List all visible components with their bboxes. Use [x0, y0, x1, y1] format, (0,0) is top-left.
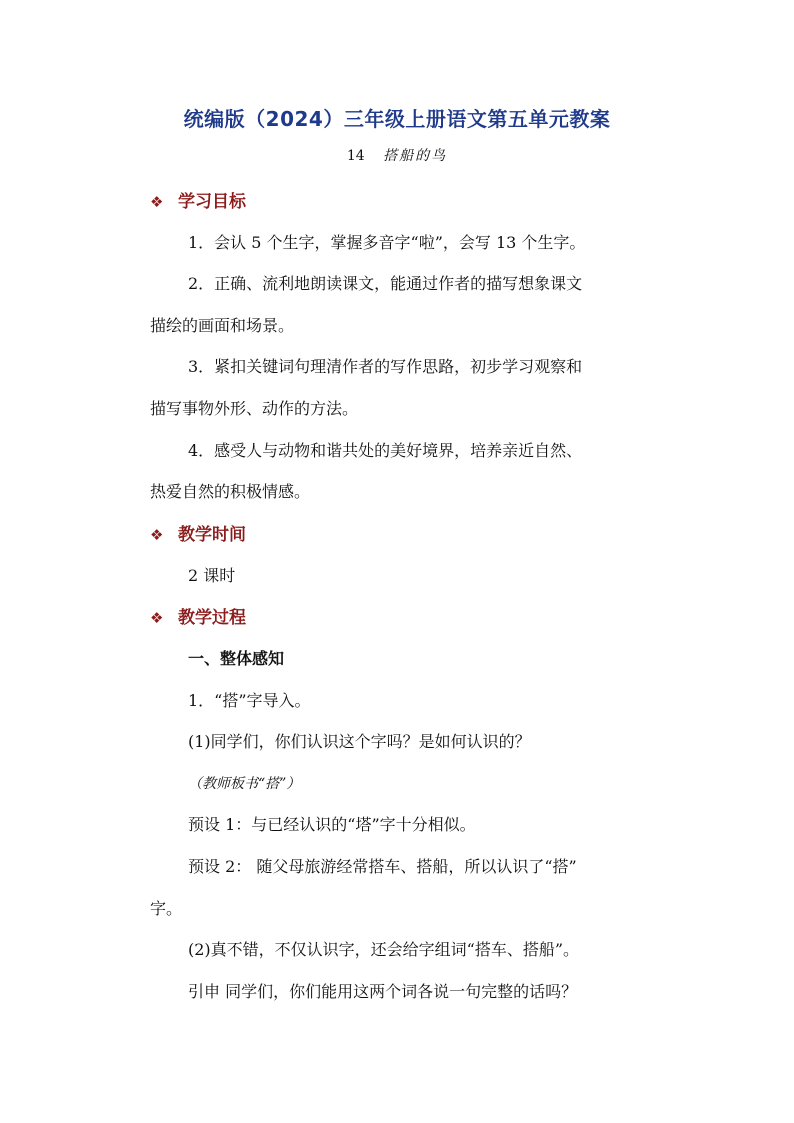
process-step-1: 1．“搭”字导入。	[188, 691, 311, 710]
process-question-2: (2)真不错，不仅认识字，还会给字组词“搭车、搭船”。	[188, 940, 580, 959]
objective-item-2-line-2: 描绘的画面和场景。	[150, 316, 295, 335]
process-part-heading: 一、整体感知	[188, 649, 285, 668]
objective-item-3-line-2: 描写事物外形、动作的方法。	[150, 399, 359, 418]
process-question-1: (1)同学们，你们认识这个字吗？是如何认识的？	[188, 732, 531, 751]
objective-item-1: 1．会认 5 个生字，掌握多音字“啦”，会写 13 个生字。	[188, 233, 586, 252]
preset-answer-2-line-2: 字。	[150, 899, 183, 918]
lesson-title	[0, 146, 794, 166]
section-heading-time	[150, 523, 246, 547]
objective-item-4-line-2: 热爱自然的积极情感。	[150, 482, 311, 501]
teaching-time-value: 2 课时	[188, 566, 236, 585]
lesson-name: 搭船的鸟	[383, 148, 448, 164]
extension-prompt: 引申 同学们，你们能用这两个词各说一句完整的话吗？	[188, 982, 578, 1001]
document-title: 统编版（2024）三年级上册语文第五单元教案	[183, 107, 611, 131]
section-heading-label: 学习目标	[178, 192, 246, 212]
objective-item-2-line-1: 2．正确、流利地朗读课文，能通过作者的描写想象课文	[188, 274, 583, 293]
preset-answer-2-line-1: 预设 2： 随父母旅游经常搭车、搭船，所以认识了“搭”	[188, 857, 577, 876]
diamond-bullet-icon: ❖	[150, 609, 164, 627]
objective-item-3-line-1: 3．紧扣关键词句理清作者的写作思路，初步学习观察和	[188, 357, 583, 376]
objective-item-4-line-1: 4．感受人与动物和谐共处的美好境界，培养亲近自然、	[188, 441, 583, 460]
section-heading-objectives	[150, 190, 246, 214]
preset-answer-1: 预设 1：与已经认识的“塔”字十分相似。	[188, 815, 476, 834]
section-heading-label: 教学时间	[178, 525, 246, 545]
lesson-number: 14	[346, 148, 365, 164]
section-heading-process	[150, 606, 246, 630]
diamond-bullet-icon: ❖	[150, 526, 164, 544]
diamond-bullet-icon: ❖	[150, 193, 164, 211]
section-heading-label: 教学过程	[178, 608, 246, 628]
teacher-board-note: （教师板书“搭”）	[188, 776, 301, 792]
